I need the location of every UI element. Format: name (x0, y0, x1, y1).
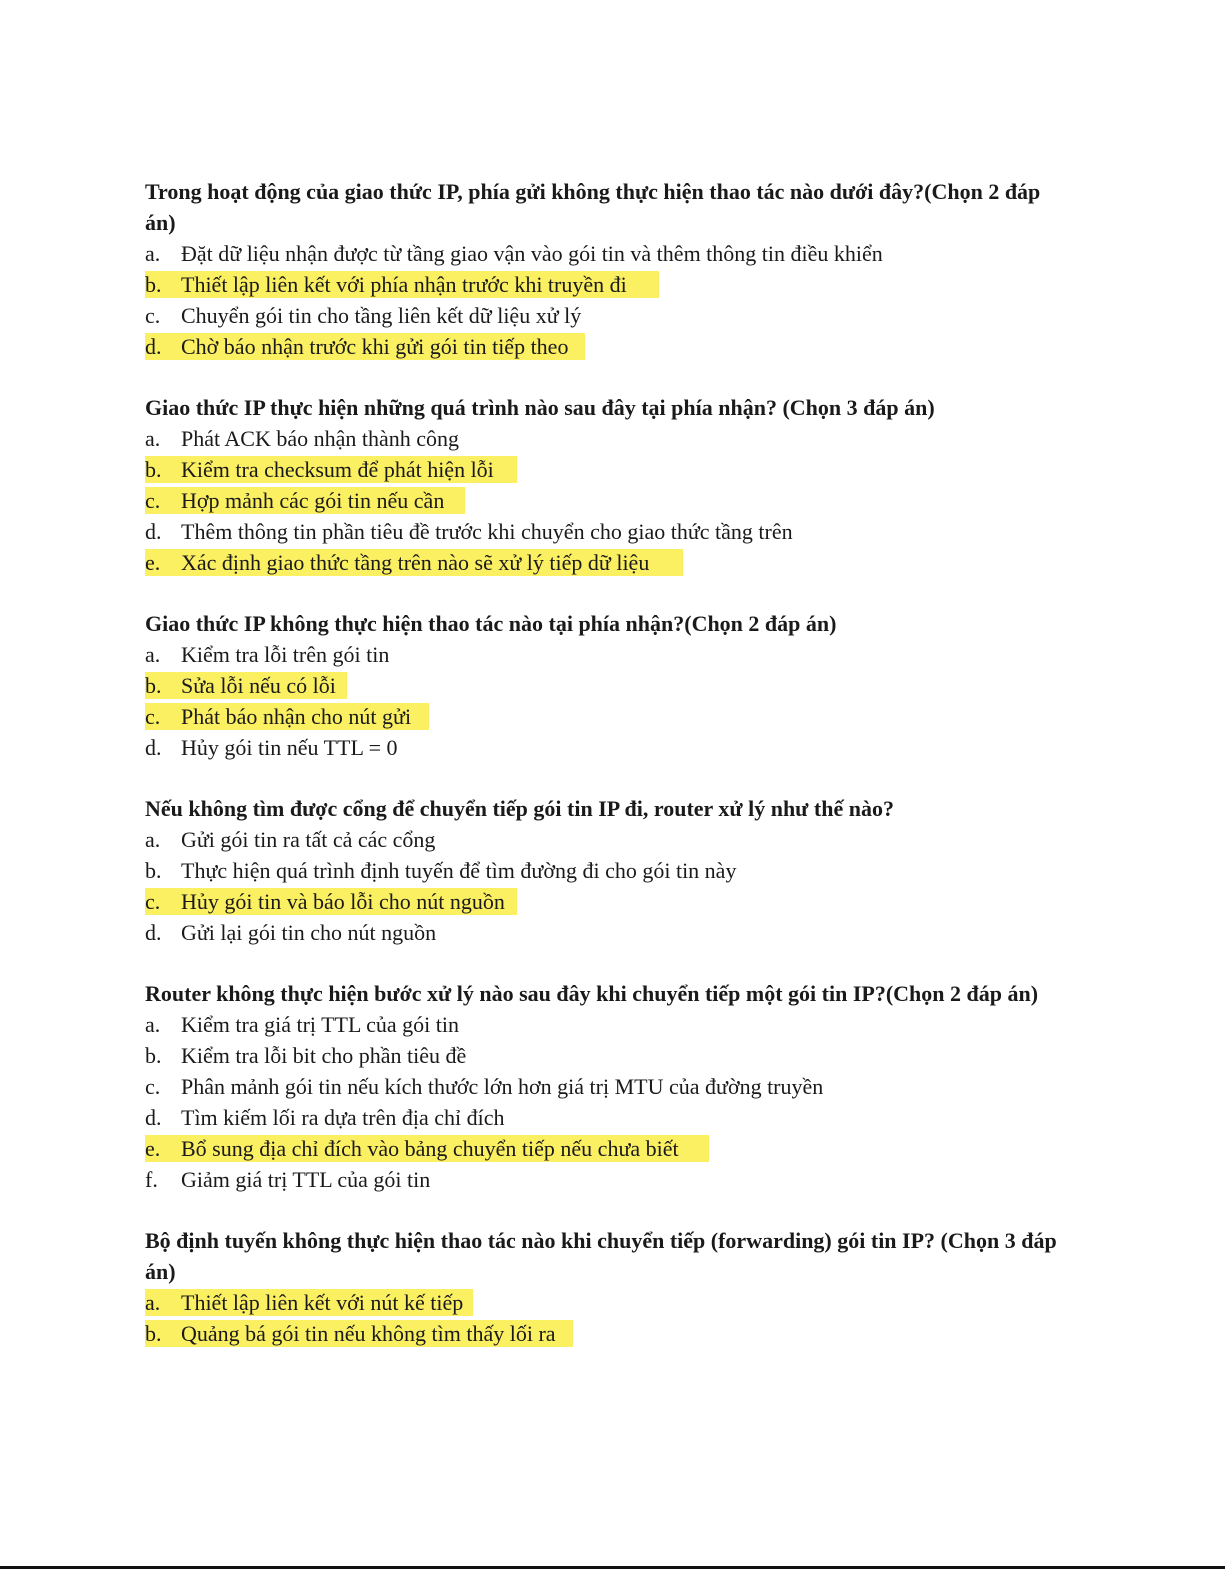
question-4 (145, 793, 1075, 948)
option-letter: d. (145, 334, 162, 359)
answer-option (145, 300, 1075, 331)
answer-option (145, 1009, 1075, 1040)
option-letter: d. (145, 1105, 162, 1130)
option-letter: a. (145, 827, 161, 852)
option-letter: a. (145, 1012, 161, 1037)
option-letter: e. (145, 1136, 161, 1161)
question-5 (145, 978, 1075, 1195)
answer-option-highlighted (145, 886, 1075, 917)
option-letter: b. (145, 272, 162, 297)
option-text: Tìm kiếm lối ra dựa trên địa chỉ đích (181, 1105, 505, 1130)
answer-option-highlighted (145, 454, 1075, 485)
answer-option-highlighted (145, 701, 1075, 732)
option-text: Phát ACK báo nhận thành công (181, 426, 460, 451)
option-letter: a. (145, 241, 161, 266)
option-letter: c. (145, 1074, 161, 1099)
answer-option (145, 1102, 1075, 1133)
option-text: Xác định giao thức tầng trên nào sẽ xử lý tiếp dữ liệu (181, 550, 650, 575)
answer-option-highlighted (145, 1133, 1075, 1164)
question-text: Router không thực hiện bước xử lý nào sau đây khi chuyển tiếp một gói tin IP?(Chọn 2 đáp án) (145, 981, 1039, 1006)
answer-option-highlighted (145, 331, 1075, 362)
option-text: Phân mảnh gói tin nếu kích thước lớn hơn giá trị MTU của đường truyền (181, 1074, 824, 1099)
option-text: Gửi gói tin ra tất cả các cổng (181, 827, 436, 852)
option-text: Chuyển gói tin cho tầng liên kết dữ liệu xử lý (181, 303, 582, 328)
answer-option (145, 238, 1075, 269)
option-letter: a. (145, 642, 161, 667)
answer-option (145, 732, 1075, 763)
answer-option-highlighted (145, 1287, 1075, 1318)
question-3 (145, 608, 1075, 763)
option-text: Thiết lập liên kết với phía nhận trước khi truyền đi (181, 272, 627, 297)
answer-option-highlighted (145, 1318, 1075, 1349)
question-1 (145, 176, 1075, 362)
answer-option (145, 855, 1075, 886)
option-text: Kiểm tra lỗi trên gói tin (181, 642, 390, 667)
question-2 (145, 392, 1075, 578)
option-text: Quảng bá gói tin nếu không tìm thấy lối ra (181, 1321, 556, 1346)
option-letter: d. (145, 735, 162, 760)
option-letter: a. (145, 1290, 161, 1315)
option-letter: c. (145, 488, 161, 513)
answer-option (145, 423, 1075, 454)
bottom-border (0, 1566, 1225, 1569)
option-text: Bổ sung địa chỉ đích vào bảng chuyển tiếp nếu chưa biết (181, 1136, 679, 1161)
answer-option (145, 824, 1075, 855)
option-letter: b. (145, 858, 162, 883)
answer-option-highlighted (145, 485, 1075, 516)
option-letter: b. (145, 1321, 162, 1346)
option-text: Gửi lại gói tin cho nút nguồn (181, 920, 437, 945)
option-letter: f. (145, 1167, 158, 1192)
option-text: Giảm giá trị TTL của gói tin (181, 1167, 431, 1192)
option-letter: d. (145, 519, 162, 544)
answer-option-highlighted (145, 547, 1075, 578)
answer-option (145, 917, 1075, 948)
option-text: Sửa lỗi nếu có lỗi (181, 673, 336, 698)
option-letter: e. (145, 550, 161, 575)
option-letter: a. (145, 426, 161, 451)
answer-option (145, 516, 1075, 547)
answer-option-highlighted (145, 670, 1075, 701)
option-letter: c. (145, 303, 161, 328)
option-text: Hủy gói tin và báo lỗi cho nút nguồn (181, 889, 505, 914)
option-letter: c. (145, 704, 161, 729)
option-text: Hợp mảnh các gói tin nếu cần (181, 488, 445, 513)
question-6 (145, 1225, 1075, 1349)
option-letter: b. (145, 1043, 162, 1068)
question-list (145, 176, 1075, 1379)
answer-option (145, 1071, 1075, 1102)
question-text: Bộ định tuyến không thực hiện thao tác nào khi chuyển tiếp (forwarding) gói tin IP? (Chọn 3 đáp án) (145, 1228, 1057, 1284)
option-text: Kiểm tra lỗi bit cho phần tiêu đề (181, 1043, 467, 1068)
option-text: Kiểm tra giá trị TTL của gói tin (181, 1012, 459, 1037)
answer-option (145, 1040, 1075, 1071)
option-text: Hủy gói tin nếu TTL = 0 (181, 735, 398, 760)
option-letter: c. (145, 889, 161, 914)
question-text: Giao thức IP thực hiện những quá trình nào sau đây tại phía nhận? (Chọn 3 đáp án) (145, 395, 935, 420)
option-letter: b. (145, 673, 162, 698)
question-text: Trong hoạt động của giao thức IP, phía gửi không thực hiện thao tác nào dưới đây?(Chọn 2 đáp án) (145, 179, 1041, 235)
option-text: Chờ báo nhận trước khi gửi gói tin tiếp theo (181, 334, 569, 359)
option-text: Phát báo nhận cho nút gửi (181, 704, 412, 729)
answer-option (145, 1164, 1075, 1195)
answer-option (145, 639, 1075, 670)
answer-option-highlighted (145, 269, 1075, 300)
question-text: Nếu không tìm được cổng để chuyển tiếp gói tin IP đi, router xử lý như thế nào? (145, 796, 894, 821)
option-text: Kiểm tra checksum để phát hiện lỗi (181, 457, 494, 482)
option-letter: d. (145, 920, 162, 945)
option-text: Thiết lập liên kết với nút kế tiếp (181, 1290, 464, 1315)
option-letter: b. (145, 457, 162, 482)
option-text: Thực hiện quá trình định tuyến để tìm đường đi cho gói tin này (181, 858, 737, 883)
question-text: Giao thức IP không thực hiện thao tác nào tại phía nhận?(Chọn 2 đáp án) (145, 611, 837, 636)
option-text: Thêm thông tin phần tiêu đề trước khi chuyển cho giao thức tầng trên (181, 519, 793, 544)
option-text: Đặt dữ liệu nhận được từ tầng giao vận vào gói tin và thêm thông tin điều khiển (181, 241, 883, 266)
